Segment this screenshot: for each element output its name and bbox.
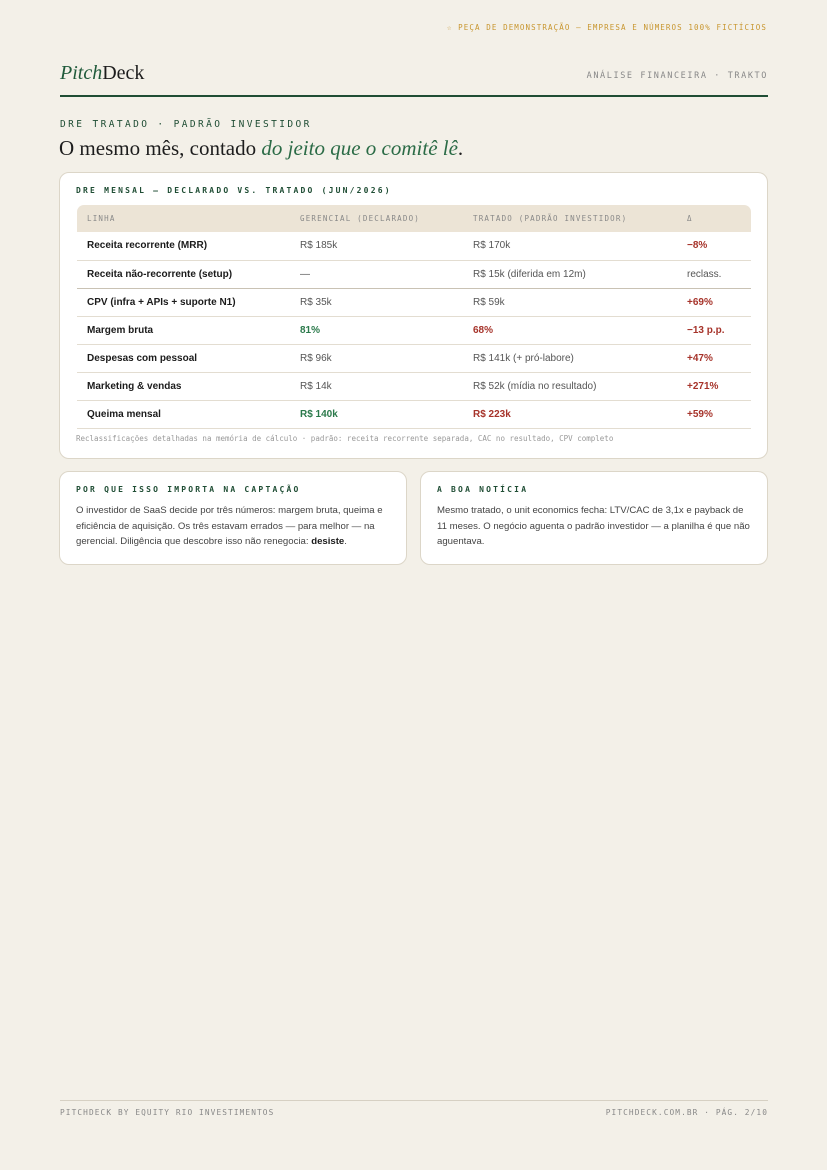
page-footer (60, 1100, 768, 1117)
table-footnote: Reclassificações detalhadas na memória de cálculo · padrão: receita recorrente separada, CAC no resultado, CPV completo (76, 434, 614, 443)
row-treated-value: R$ 52k (mídia no resultado) (463, 372, 677, 400)
row-delta-value: +59% (677, 400, 751, 428)
row-treated-value: R$ 170k (463, 232, 677, 260)
good-card-title: A BOA NOTÍCIA (437, 485, 529, 494)
row-delta-value: −8% (677, 232, 751, 260)
row-delta-value: +69% (677, 288, 751, 316)
column-header-declared: GERENCIAL (DECLARADO) (290, 205, 463, 232)
row-line-label: Despesas com pessoal (77, 344, 290, 372)
row-line-label: Margem bruta (77, 316, 290, 344)
good-card-body: Mesmo tratado, o unit economics fecha: LTV/CAC de 3,1x e payback de 11 meses. O negócio aguenta o padrão investidor — a planilha é que não aguentava. (437, 505, 750, 547)
table-row (77, 372, 751, 400)
row-delta-value: +47% (677, 344, 751, 372)
row-declared-value: — (290, 260, 463, 288)
table-header-row (77, 205, 751, 232)
why-card-body (76, 503, 390, 550)
table-row (77, 400, 751, 428)
table-row (77, 288, 751, 316)
column-header-delta: Δ (677, 205, 751, 232)
headline-italic: do jeito que o comitê lê (261, 136, 458, 160)
row-treated-value: R$ 223k (463, 400, 677, 428)
dre-card-title: DRE MENSAL — DECLARADO VS. TRATADO (JUN/2026) (76, 186, 392, 195)
row-treated-value: 68% (463, 316, 677, 344)
headline-plain: O mesmo mês, contado (59, 136, 262, 160)
table-row (77, 316, 751, 344)
why-card-title: POR QUE ISSO IMPORTA NA CAPTAÇÃO (76, 485, 301, 494)
column-header-treated: TRATADO (PADRÃO INVESTIDOR) (463, 205, 677, 232)
row-delta-value: reclass. (677, 260, 751, 288)
headline-end: . (457, 136, 464, 160)
row-treated-value: R$ 15k (diferida em 12m) (463, 260, 677, 288)
row-line-label: Receita não-recorrente (setup) (77, 260, 290, 288)
why-card-text: O investidor de SaaS decide por três números: margem bruta, queima e eficiência de aquisição. Os três estavam errados — para melhor — na gerencial. Diligência que descobre isso não renegocia: (76, 505, 383, 547)
demo-disclaimer-banner: ☆ PEÇA DE DEMONSTRAÇÃO — EMPRESA E NÚMEROS 100% FICTÍCIOS (446, 23, 767, 32)
section-kicker: DRE TRATADO · PADRÃO INVESTIDOR (60, 119, 312, 130)
row-delta-value: −13 p.p. (677, 316, 751, 344)
row-line-label: Queima mensal (77, 400, 290, 428)
row-declared-value: R$ 185k (290, 232, 463, 260)
table-row (77, 232, 751, 260)
footer-page-info[interactable]: PITCHDECK.COM.BR · PÁG. 2/10 (605, 1108, 768, 1117)
brand-logo[interactable] (60, 62, 144, 85)
row-line-label: Receita recorrente (MRR) (77, 232, 290, 260)
dre-comparison-card (59, 172, 768, 459)
top-bar (60, 60, 768, 97)
row-treated-value: R$ 141k (+ pró-labore) (463, 344, 677, 372)
row-declared-value: R$ 140k (290, 400, 463, 428)
page-headline (59, 136, 463, 161)
row-treated-value: R$ 59k (463, 288, 677, 316)
why-card-emphasis: desiste (311, 536, 345, 547)
row-declared-value: 81% (290, 316, 463, 344)
logo-regular-part: Deck (102, 62, 145, 84)
table-row (77, 260, 751, 288)
logo-italic-part: Pitch (60, 62, 103, 84)
dre-table (77, 205, 751, 429)
table-row (77, 344, 751, 372)
footer-brand: PITCHDECK BY EQUITY RIO INVESTIMENTOS (60, 1108, 275, 1117)
row-declared-value: R$ 96k (290, 344, 463, 372)
row-declared-value: R$ 35k (290, 288, 463, 316)
row-delta-value: +271% (677, 372, 751, 400)
why-it-matters-card (59, 471, 407, 565)
row-declared-value: R$ 14k (290, 372, 463, 400)
row-line-label: CPV (infra + APIs + suporte N1) (77, 288, 290, 316)
row-line-label: Marketing & vendas (77, 372, 290, 400)
good-news-card (420, 471, 768, 565)
column-header-line: LINHA (77, 205, 290, 232)
section-breadcrumb: ANÁLISE FINANCEIRA · TRAKTO (586, 71, 768, 81)
why-card-text-end: . (344, 536, 347, 547)
